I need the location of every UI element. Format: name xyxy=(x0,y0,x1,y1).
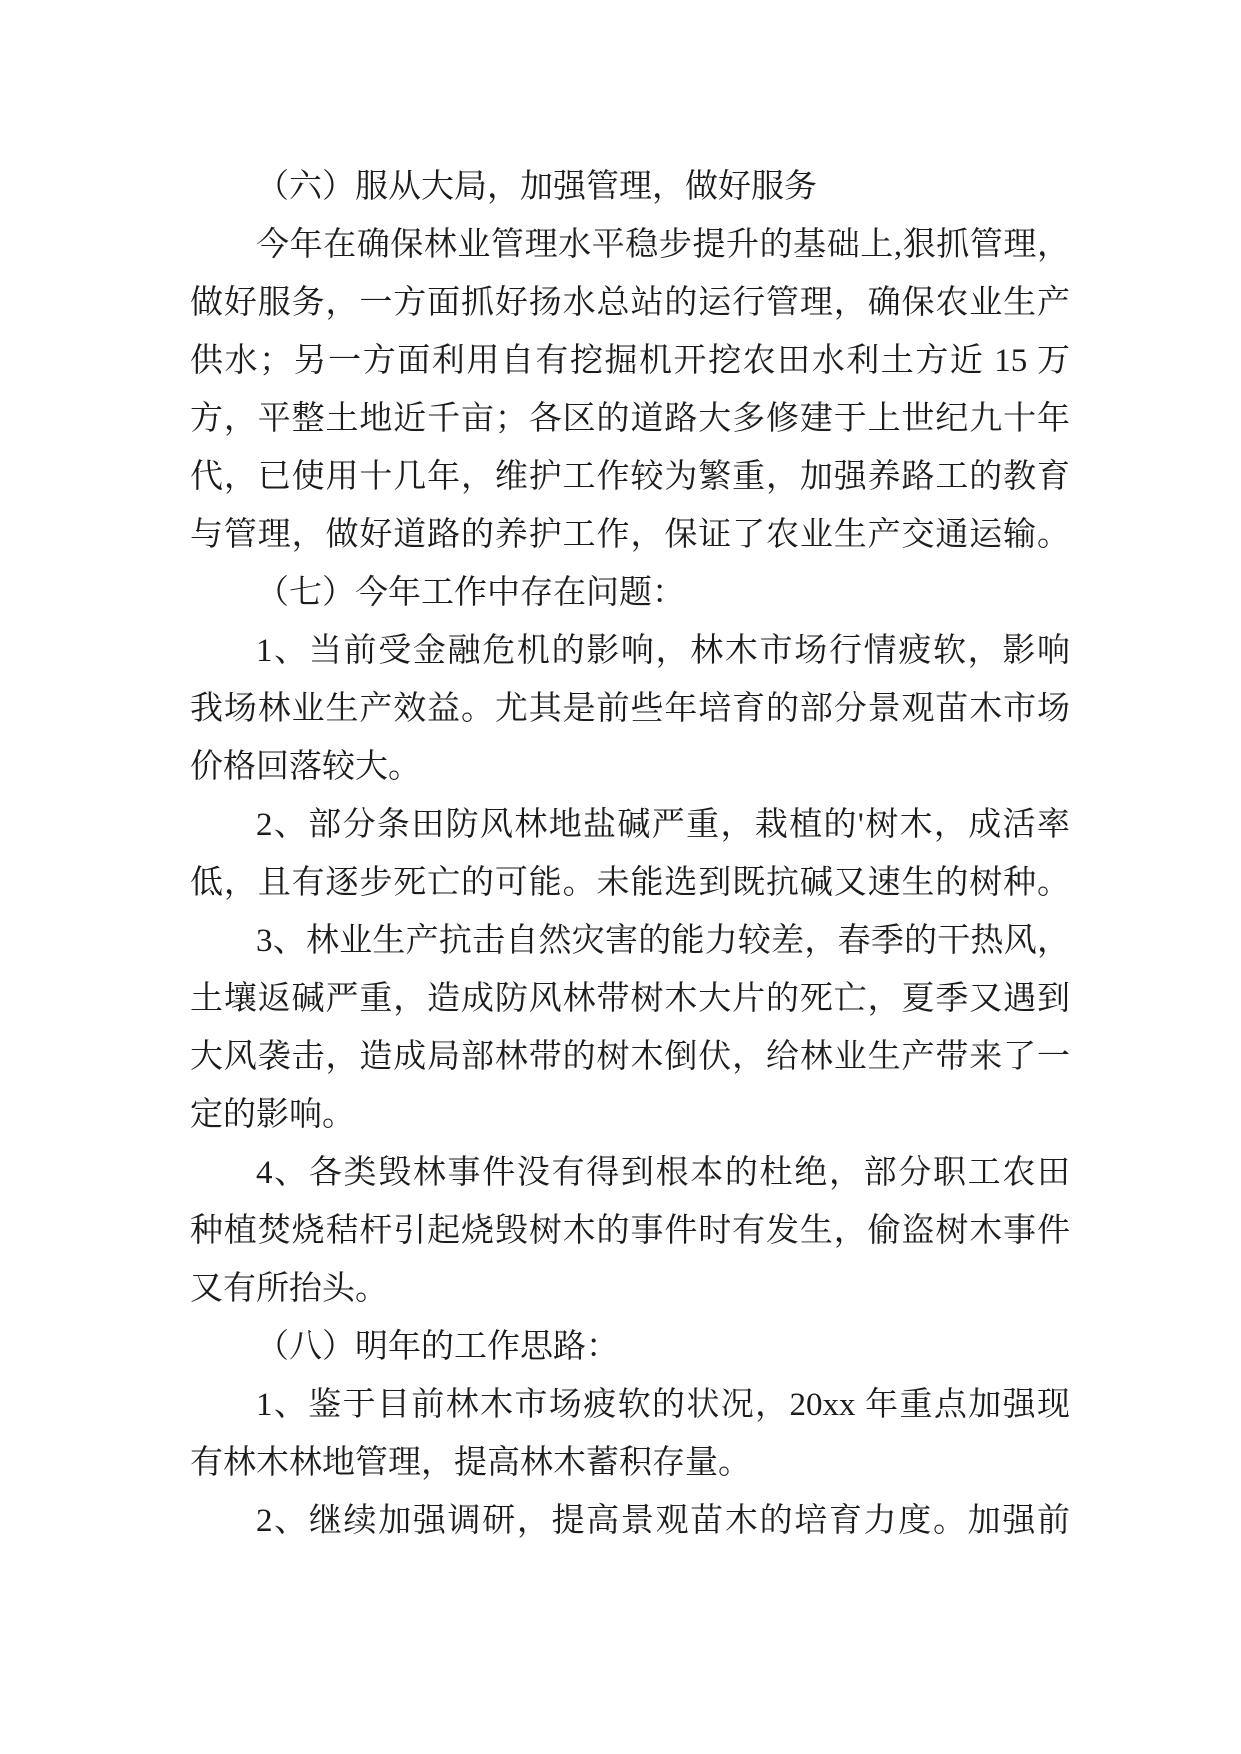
document-line: 我场林业生产效益。尤其是前些年培育的部分景观苗木市场 xyxy=(190,691,1070,727)
document-line: 今年在确保林业管理水平稳步提升的基础上,狠抓管理， xyxy=(256,227,1070,263)
document-line: 方，平整土地近千亩；各区的道路大多修建于上世纪九十年 xyxy=(190,401,1070,437)
document-line: 有林木林地管理，提高林木蓄积存量。 xyxy=(190,1445,751,1481)
document-line: 2、部分条田防风林地盐碱严重，栽植的'树木，成活率 xyxy=(256,807,1070,843)
document-line: 2、继续加强调研，提高景观苗木的培育力度。加强前 xyxy=(256,1503,1070,1539)
document-line: 代，已使用十几年，维护工作较为繁重，加强养路工的教育 xyxy=(190,459,1070,495)
document-line: 1、鉴于目前林木市场疲软的状况，20xx 年重点加强现 xyxy=(256,1387,1070,1423)
document-line: 4、各类毁林事件没有得到根本的杜绝，部分职工农田 xyxy=(256,1155,1070,1191)
document-line: 种植焚烧秸杆引起烧毁树木的事件时有发生，偷盗树木事件 xyxy=(190,1213,1070,1249)
section-heading: （七）今年工作中存在问题： xyxy=(256,575,685,611)
section-heading: （八）明年的工作思路： xyxy=(256,1329,619,1365)
document-line: 大风袭击，造成局部林带的树木倒伏，给林业生产带来了一 xyxy=(190,1039,1070,1075)
document-line: 土壤返碱严重，造成防风林带树木大片的死亡，夏季又遇到 xyxy=(190,981,1070,1017)
document-line: 低，且有逐步死亡的可能。未能选到既抗碱又速生的树种。 xyxy=(190,865,1070,901)
document-line: 又有所抬头。 xyxy=(190,1271,388,1307)
document-text-block xyxy=(190,158,1070,1550)
document-line: 与管理，做好道路的养护工作，保证了农业生产交通运输。 xyxy=(190,517,1070,553)
section-heading: （六）服从大局，加强管理，做好服务 xyxy=(256,169,817,205)
document-line: 3、林业生产抗击自然灾害的能力较差，春季的干热风， xyxy=(256,923,1070,959)
document-line: 1、当前受金融危机的影响，林木市场行情疲软，影响 xyxy=(256,633,1070,669)
document-line: 价格回落较大。 xyxy=(190,749,421,785)
document-line: 定的影响。 xyxy=(190,1097,355,1133)
document-line: 供水；另一方面利用自有挖掘机开挖农田水利土方近 15 万 xyxy=(190,343,1070,379)
document-line: 做好服务，一方面抓好扬水总站的运行管理，确保农业生产 xyxy=(190,285,1070,321)
